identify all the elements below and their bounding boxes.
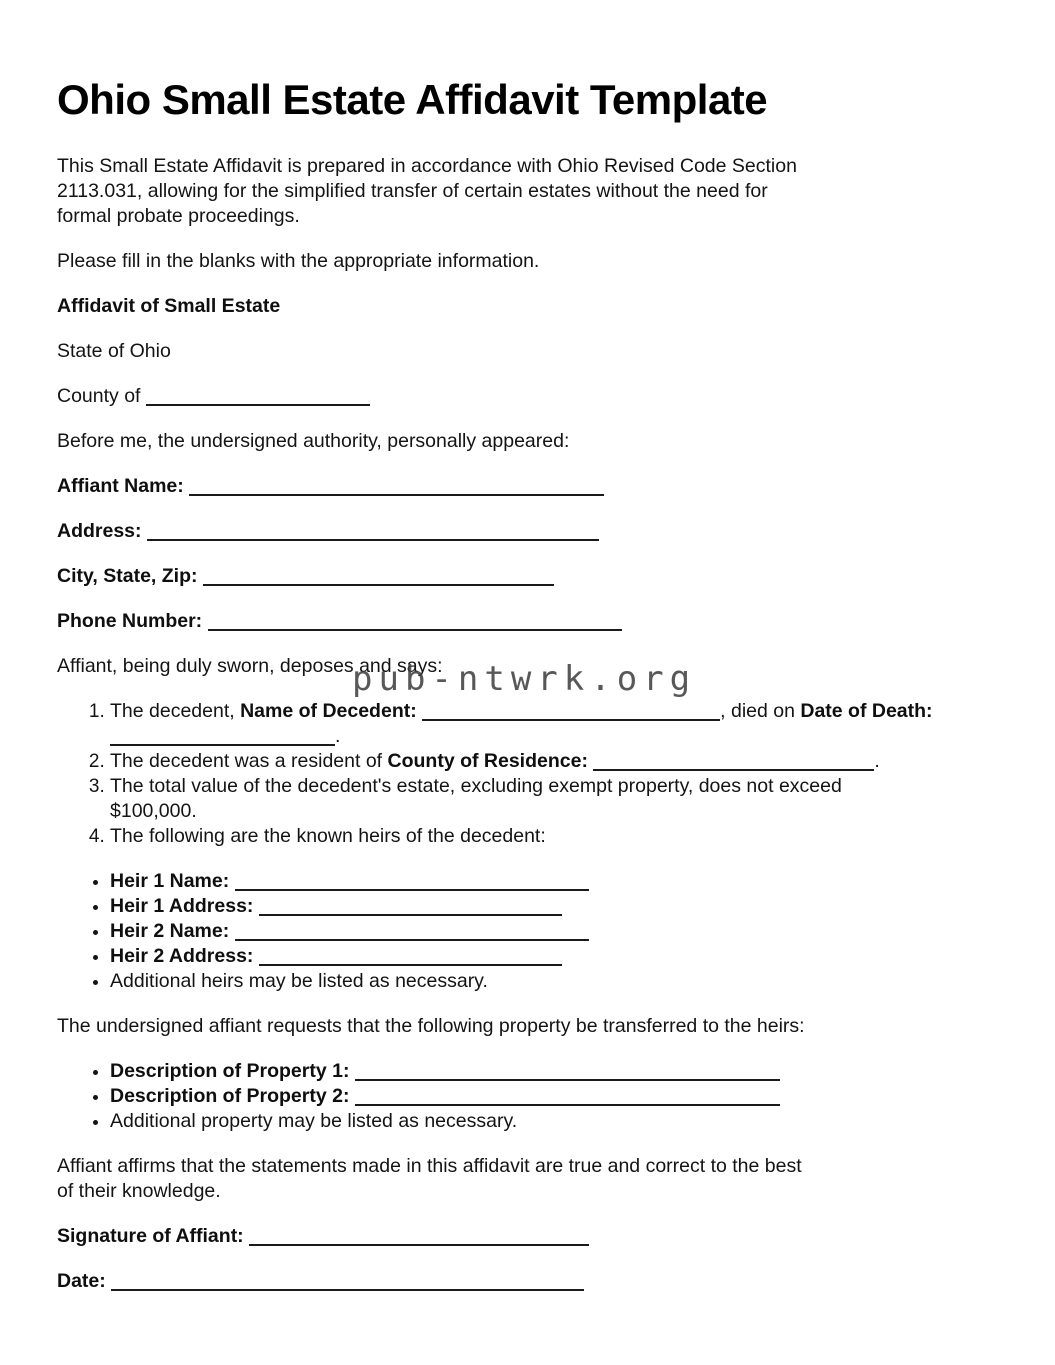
heir1-address-item xyxy=(110,894,998,919)
city-state-zip-blank xyxy=(203,579,554,586)
declaration-decedent xyxy=(110,699,998,749)
heir2-address-item xyxy=(110,944,998,969)
property1-label: Description of Property 1: xyxy=(110,1060,350,1082)
property2-blank xyxy=(355,1099,780,1106)
decl3-line-2: $100,000. xyxy=(110,800,197,822)
heir1-address-blank xyxy=(259,909,562,916)
decl1-text-before: The decedent, xyxy=(110,700,241,722)
declarations-list xyxy=(57,699,998,849)
intro-line-2: 2113.031, allowing for the simplified transfer of certain estates without the need for xyxy=(57,180,768,202)
property2-label: Description of Property 2: xyxy=(110,1085,350,1107)
affirmation-line-2: of their knowledge. xyxy=(57,1180,221,1202)
city-state-zip-line xyxy=(57,564,998,589)
transfer-request-line: The undersigned affiant requests that the following property be transferred to the heirs: xyxy=(57,1015,805,1037)
date-label: Date: xyxy=(57,1270,106,1292)
date-of-death-blank xyxy=(110,739,335,746)
additional-heirs-note: • Additional heirs may be listed as necessary. xyxy=(110,969,998,994)
city-state-zip-label: City, State, Zip: xyxy=(57,565,198,587)
signature-blank xyxy=(249,1239,589,1246)
address-line xyxy=(57,519,998,544)
heir2-name-blank xyxy=(235,934,589,941)
sworn-line: Affiant, being duly sworn, deposes and says: xyxy=(57,655,443,677)
affiant-name-line xyxy=(57,474,998,499)
heir2-address-blank xyxy=(259,959,562,966)
date-blank xyxy=(111,1284,584,1291)
decl2-text-before: The decedent was a resident of xyxy=(110,750,388,772)
county-of-residence-blank xyxy=(593,764,874,771)
phone-blank xyxy=(208,624,622,631)
property2-item xyxy=(110,1084,998,1109)
affiant-name-label: Affiant Name: xyxy=(57,475,184,497)
decl1-text-after: . xyxy=(335,725,341,747)
page-title: Ohio Small Estate Affidavit Template xyxy=(57,76,768,123)
before-line: Before me, the undersigned authority, personally appeared: xyxy=(57,430,570,452)
heir1-address-label: Heir 1 Address: xyxy=(110,895,254,917)
heir1-name-item xyxy=(110,869,998,894)
decl1-text-middle: , died on xyxy=(720,700,801,722)
section-heading: Affidavit of Small Estate xyxy=(57,295,281,317)
county-label: County of xyxy=(57,385,141,407)
declaration-known-heirs: 4. The following are the known heirs of the decedent: xyxy=(110,824,998,849)
affirmation-paragraph xyxy=(57,1154,998,1204)
phone-label: Phone Number: xyxy=(57,610,203,632)
decl3-line-1: The total value of the decedent's estate, excluding exempt property, does not exceed xyxy=(110,775,842,797)
date-of-death-label: Date of Death: xyxy=(800,700,933,722)
property-list xyxy=(57,1059,998,1134)
decl2-text-after: . xyxy=(874,750,880,772)
heir2-name-item xyxy=(110,919,998,944)
address-blank xyxy=(147,534,599,541)
signature-line xyxy=(57,1224,998,1249)
phone-line xyxy=(57,609,998,634)
declaration-residence xyxy=(110,749,998,774)
property1-item xyxy=(110,1059,998,1084)
intro-line-1: This Small Estate Affidavit is prepared in accordance with Ohio Revised Code Section xyxy=(57,155,797,177)
date-line xyxy=(57,1269,998,1294)
county-blank xyxy=(146,399,370,406)
fill-instruction: Please fill in the blanks with the appropriate information. xyxy=(57,250,540,272)
state-line: State of Ohio xyxy=(57,340,171,362)
signature-label: Signature of Affiant: xyxy=(57,1225,244,1247)
intro-paragraph xyxy=(57,154,998,229)
heir1-name-blank xyxy=(235,884,589,891)
property1-blank xyxy=(355,1074,780,1081)
additional-property-note: • Additional property may be listed as necessary. xyxy=(110,1109,998,1134)
decedent-name-label: Name of Decedent: xyxy=(240,700,417,722)
decedent-name-blank xyxy=(422,714,720,721)
affiant-name-blank xyxy=(189,489,604,496)
county-line xyxy=(57,384,998,409)
heir1-name-label: Heir 1 Name: xyxy=(110,870,230,892)
declaration-estate-value xyxy=(110,774,998,824)
county-of-residence-label: County of Residence: xyxy=(387,750,588,772)
watermark: pub-ntwrk.org xyxy=(352,659,697,699)
heirs-list xyxy=(57,869,998,994)
heir2-address-label: Heir 2 Address: xyxy=(110,945,254,967)
heir2-name-label: Heir 2 Name: xyxy=(110,920,230,942)
address-label: Address: xyxy=(57,520,142,542)
affirmation-line-1: Affiant affirms that the statements made in this affidavit are true and correct to the best xyxy=(57,1155,802,1177)
intro-line-3: formal probate proceedings. xyxy=(57,205,300,227)
